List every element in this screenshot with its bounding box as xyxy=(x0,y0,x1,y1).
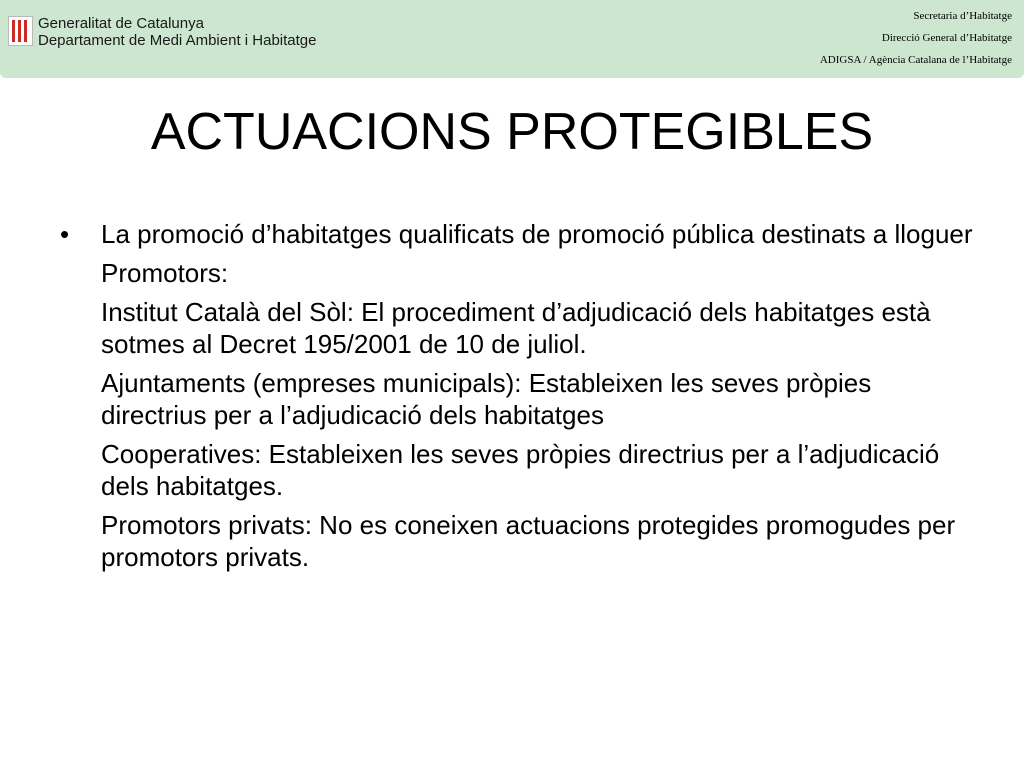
paragraph-promotors-privats: Promotors privats: No es coneixen actuacions protegides promogudes per promotors privats. xyxy=(101,510,956,572)
header-band xyxy=(0,0,1024,78)
generalitat-logo xyxy=(8,16,33,46)
bullet-item xyxy=(60,218,980,250)
paragraph-promotors: Promotors: xyxy=(101,258,229,288)
org-line-adigsa: ADIGSA / Agència Catalana de l’Habitatge xyxy=(819,54,1012,66)
org-line-secretaria: Secretaria d’Habitatge xyxy=(913,10,1012,22)
organization-lines xyxy=(820,5,1012,71)
slide-content xyxy=(60,218,980,573)
org-line-direccio: Direcció General d’Habitatge xyxy=(881,32,1012,44)
gov-line-2: Departament de Medi Ambient i Habitatge xyxy=(38,32,317,49)
government-name xyxy=(38,15,317,49)
paragraph-ajuntaments: Ajuntaments (empreses municipals): Estableixen les seves pròpies directrius per a l’adjudicació dels habitatges xyxy=(101,368,872,430)
bullet-text: La promoció d’habitatges qualificats de promoció pública destinats a lloguer xyxy=(101,219,973,249)
bullet-glyph: • xyxy=(60,219,70,249)
paragraph-incasol: Institut Català del Sòl: El procediment d’adjudicació dels habitatges està sotmes al Decret 195/2001 de 10 de juliol. xyxy=(101,297,931,359)
gov-line-1: Generalitat de Catalunya xyxy=(38,15,204,32)
paragraph-cooperatives: Cooperatives: Estableixen les seves pròpies directrius per a l’adjudicació dels habitatges. xyxy=(101,439,940,501)
slide-title: ACTUACIONS PROTEGIBLES xyxy=(150,103,874,161)
